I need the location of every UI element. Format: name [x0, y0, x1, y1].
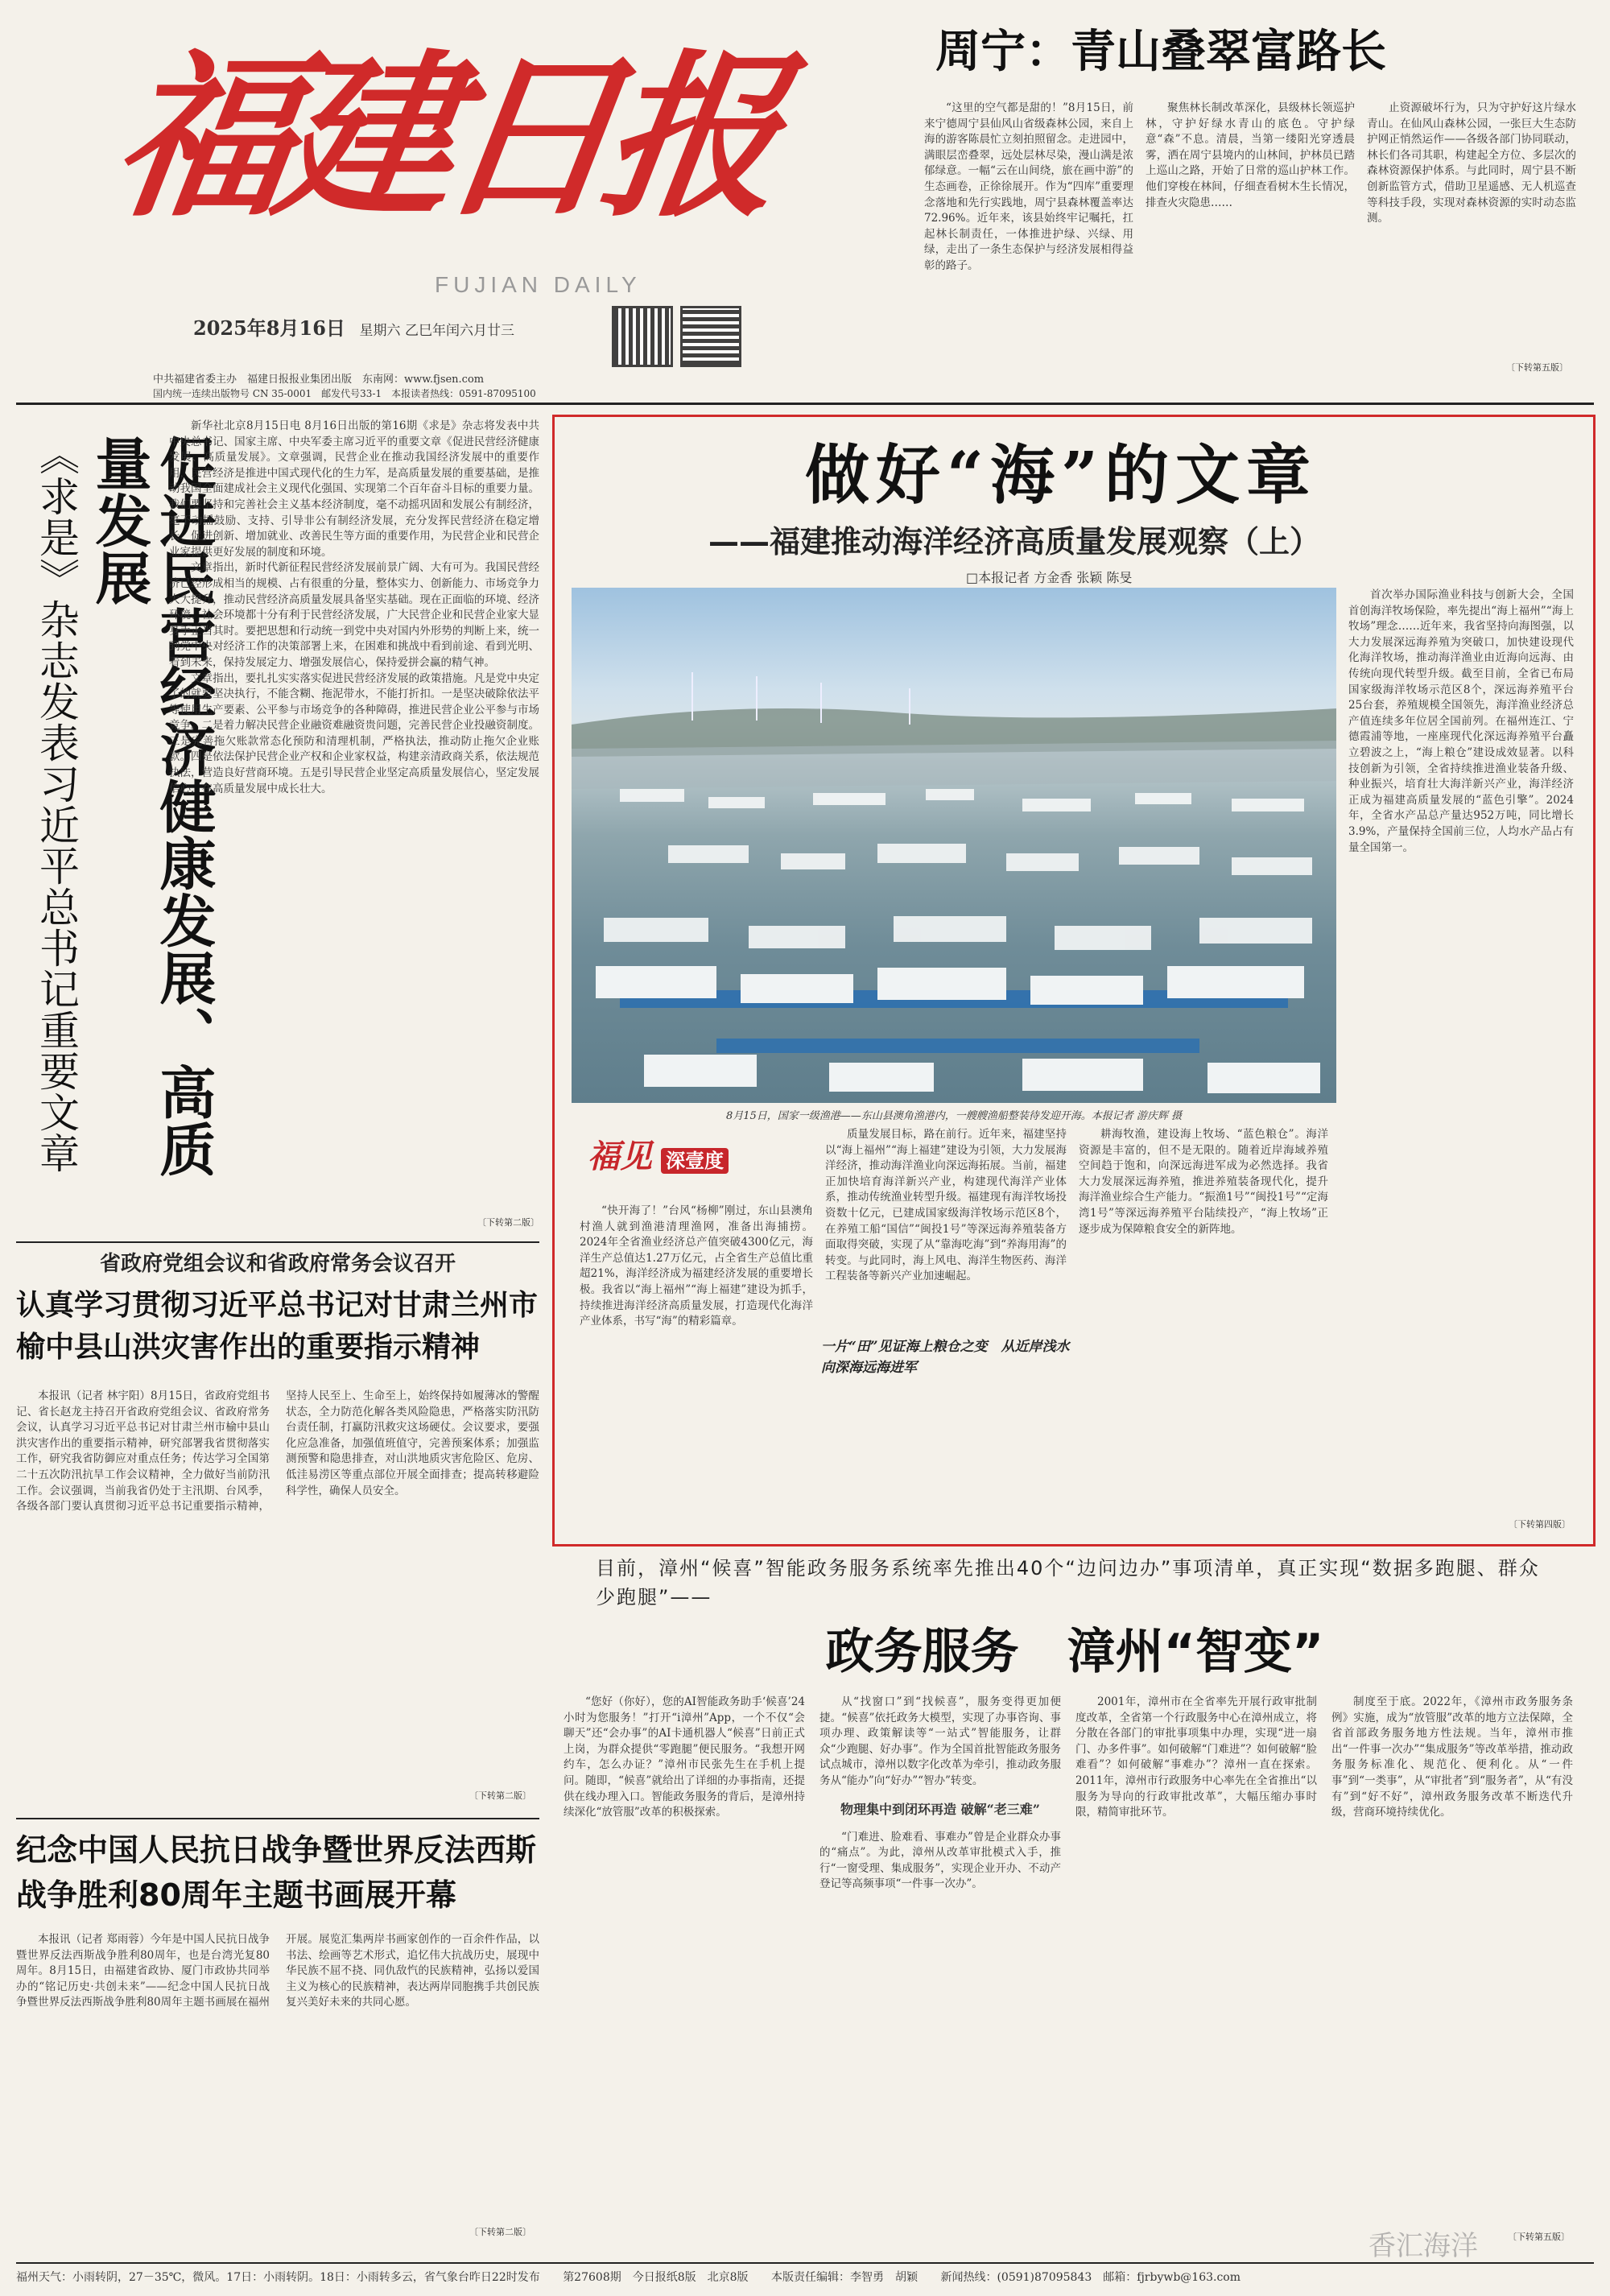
- lead-body: 新华社北京8月15日电 8月16日出版的第16期《求是》杂志将发表中共中央总书记、国家主席、中央军委主席习近平的重要文章《促进民营经济健康发展、高质量发展》。文章强调，民营企业在推动我国经济发展中的重要作用，民营经济是推进中国式现代化的生力军，是高质量发展的重要基础，是推动我国全面建成社会主义现代化强国、实现第二个百年奋斗目标的重要力量。我们要坚持和完善社会主义基本经济制度，毫不动摇巩固和发展公有制经济，毫不动摇鼓励、支持、引导非公有制经济发展，充分发挥民营经济在稳定增长、促进创新、增加就业、改善民生等方面的重要作用，为民营企业和民营企业家提供更好发展的制度和环境。 文章指出，新时代新征程民营经济发展前景广阔、大有可为。我国民营经济已经形成相当的规模、占有很重的分量，整体实力、创新能力、市场竞争力大大提升，推动民营经济高质量发展具备坚实基础。现在正面临的环境、经济环境、社会环境都十分有利于民营经济发展，广大民营企业和民营企业家大显身手正当其时。要把思想和行动统一到党中央对国内外形势的判断上来，统一到党中央对经济工作的决策部署上来，在困难和挑战中看到前途、看到光明、看到未来，保持发展定力、增强发展信心，保持爱拼会赢的精气神。 文章指出，要扎扎实实落实促进民营经济发展的政策措施。凡是党中央定了的就要坚决执行，不能含糊、拖泥带水，不能打折扣。一是坚决破除依法平等使用生产要素、公平参与市场竞争的各种障碍，推进民营企业公平参与市场竞争。二是着力解决民营企业融资难融资贵问题，完善民营企业投融资制度。三是完善拖欠账款常态化预防和清理机制，严格执法，推动防止拖欠企业账款。四是依法保护民营企业产权和企业家权益，构建亲清政商关系，依法规范执法，营造良好营商环境。五是引导民营企业坚定高质量发展信心，坚定发展信心，在高质量发展中成长壮大。: [169, 419, 539, 795]
- feature-sea-mid2: 耕海牧渔，建设海上牧场、“蓝色粮仓”。海洋资源是丰富的，但不是无限的。随着近岸海域养殖空间趋于饱和，向深远海进军成为必然选择。我省大力发展深远海养殖，推进养殖装备现代化，提升海洋渔业综合生产能力。“振渔1号”“闽投1号”“定海湾1号”等深远海养殖平台陆续投产，“海上牧场”正逐步成为保障粮食安全的新阵地。: [1079, 1128, 1328, 1236]
- feature-tag-main: 福见: [588, 1138, 652, 1175]
- footer: [16, 2269, 1594, 2291]
- lead-subtitle: 促进民营经济健康发展、高质量发展: [86, 435, 217, 1178]
- issue-date: 2025年8月16日: [193, 316, 345, 340]
- feature-sea-subtitle: ——福建推动海洋经济高质量发展观察（上）: [708, 524, 1321, 560]
- zhangzhou-col1: “您好（你好），您的AI智能政务助手‘候喜’24小时为您服务！”打开“i漳州”App，一个不仅“会聊天”还“会办事”的AI卡通机器人“候喜”日前正式上岗，为群众提供“零跑腿”便民服务。“我想开网约车，怎么办证？”漳州市民张先生在手机上提问。随即，“候喜”就给出了详细的办事指南，还提供在线办理入口。智能政务服务的背后，是漳州持续深化“放管服”改革的积极探索。: [564, 1695, 805, 1819]
- story-exhibit-jump: 〔下转第二版〕: [469, 2227, 531, 2237]
- story-zhouning-col3: 止资源破坏行为，只为守护好这片绿水青山。在仙风山森林公园，一张巨大生态防护网正悄然运作——各级各部门协同联动，林长们各司其职，构建起全方位、多层次的森林资源保护体系。与此同时，周宁县不断创新监管方式，借助卫星遥感、无人机巡查等科技手段，实现对森林资源的实时动态监测。: [1367, 101, 1576, 225]
- logo-text: 福建日报: [101, 32, 782, 241]
- masthead: [80, 16, 902, 403]
- zhangzhou-jump: 〔下转第五版〕: [1508, 2232, 1570, 2242]
- feature-sea-byline: □本报记者 方金香 张颖 陈旻: [966, 570, 1133, 585]
- feature-sea-jump: 〔下转第四版〕: [1509, 1519, 1571, 1530]
- footer-hotline: 新闻热线：(0591)87095843 邮箱：fjrbywb@163.com: [940, 2271, 1241, 2284]
- qr-code-1: [612, 306, 673, 367]
- lead-title: 《求是》杂志发表习近平总书记重要文章: [33, 435, 80, 1174]
- feature-tag: [588, 1131, 797, 1187]
- footer-editors: 本版责任编辑：李智勇 胡颖: [771, 2271, 918, 2284]
- story-exhibit: [16, 1827, 539, 2246]
- zhangzhou-col4: 制度至于底。2022年，《漳州市政务服务条例》实施，成为“放管服”改革的地方立法保障，全省首部政务服务地方性法规。当年，漳州市推出“一件事一次办”“集成服务”等改革举措，推动政务服务标准化、规范化、便利化。从“一件事”到“一类事”，从“审批者”到“服务者”，从“有没有”到“好不好”，漳州政务服务改革不断迭代升级，营商环境持续优化。: [1331, 1695, 1573, 1819]
- masthead-codes: 国内统一连续出版物号 CN 35-0001 邮发代号33-1 本报读者热线：0591-87095100: [153, 388, 536, 399]
- masthead-sponsor: 中共福建省委主办 福建日报报业集团出版 东南网：www.fjsen.com: [153, 374, 485, 386]
- story-gov-jump: 〔下转第二版〕: [469, 1790, 531, 1801]
- story-zhouning-jump: 〔下转第五版〕: [1506, 362, 1568, 373]
- feature-sea-mid: 质量发展目标，路在前行。近年来，福建坚持以“海上福州”“海上福建”建设为引领，大力发展海洋经济，推动海洋渔业向深远海拓展。当前，福建正加快培育海洋新兴产业，构建现代海洋产业体系，推动传统渔业转型升级。福建现有海洋牧场投资数十亿元，已建成国家级海洋牧场示范区8个，在养殖工船“国信”“闽投1号”等深远海养殖装备方面取得突破，实现了从“靠海吃海”到“养海用海”的转变。与此同时，海上风电、海洋生物医药、海洋工程装备等新兴产业加速崛起。: [825, 1128, 1067, 1283]
- story-gov-body: 本报讯（记者 林宇阳）8月15日，省政府党组书记、省长赵龙主持召开省政府党组会议、省政府常务会议，认真学习习近平总书记对甘肃兰州市榆中县山洪灾害作出的重要指示精神，研究部署我省贯彻落实工作，研究我省防御应对重点任务；传达学习全国第二十五次防汛抗旱工作会议精神，全力做好当前防汛工作。会议强调，当前我省仍处于主汛期、台风季，各级各部门要认真贯彻习近平总书记重要指示精神，坚持人民至上、生命至上，始终保持如履薄冰的警醒状态，全力防范化解各类风险隐患，严格落实防汛防台责任制，打赢防汛救灾这场硬仗。会议要求，要强化应急准备，加强值班值守，完善预案体系；加强监测预警和隐患排查，对山洪地质灾害危险区、危房、低洼易涝区等重点部位开展全面排查；提高转移避险科学性，确保人员安全。: [16, 1390, 539, 1513]
- watermark: 香汇海洋: [1368, 2230, 1478, 2262]
- story-exhibit-title: 纪念中国人民抗日战争暨世界反法西斯战争胜利80周年主题书画展开幕: [16, 1832, 537, 1913]
- story-zhangzhou: [564, 1554, 1586, 2254]
- zhangzhou-title: 政务服务 漳州“智变”: [825, 1624, 1324, 1680]
- lead-jump: 〔下转第二版〕: [474, 1216, 539, 1229]
- story-zhouning-col2: 聚焦林长制改革深化，县级林长领巡护林，守护好绿水青山的底色。守护绿意“森”不息。清晨，当第一缕阳光穿透晨雾，洒在周宁县境内的山林间，护林员已踏上巡山之路，开始了日常的巡山护林工作。他们穿梭在林间，仔细查看树木生长情况，排查火灾隐患……: [1146, 101, 1355, 209]
- story-zhouning: [924, 24, 1584, 386]
- feature-sea-right-col: 首次举办国际渔业科技与创新大会，全国首创海洋牧场保险，率先提出“海上福州”“海上牧场”理念……近年来，我省坚持向海图强，以大力发展深远海养殖为突破口，加快建设现代化海洋牧场，推动海洋渔业由近海向远海、由传统向现代转型升级。截至目前，全省已布局国家级海洋牧场示范区8个，深远海养殖平台25台套，养殖规模全国领先，海洋渔业经济总产值连续多年位居全国前列。在福州连江、宁德霞浦等地，一座座现代化深远海养殖平台矗立碧波之上，“海上粮仓”建设成效显著。以科技创新为引领，全省持续推进渔业装备升级、种业振兴，培育壮大海洋新兴产业，海洋经济正成为福建高质量发展的“蓝色引擎”。2024年，全省水产品总产量达952万吨，同比增长3.9%，产量保持全国前三位，人均水产品占有量全国第一。: [1348, 588, 1574, 854]
- zhangzhou-subhead: 物理集中到闭环再造 破解“老三难”: [840, 1801, 1040, 1817]
- footer-weather: 福州天气：小雨转阴，27－35℃，微风。17日：小雨转阴。18日：小雨转多云，省气象台昨日22时发布: [16, 2271, 540, 2284]
- feature-sea: [564, 419, 1582, 1538]
- rule-left-2: [16, 1818, 539, 1819]
- lead-story: [16, 419, 547, 1232]
- story-gov: [16, 1248, 539, 1811]
- feature-tag-sub: 深壹度: [661, 1148, 729, 1174]
- logo-en: FUJIAN DAILY: [435, 272, 642, 297]
- weekday: 星期六 乙巳年闰六月廿三: [359, 323, 514, 339]
- story-exhibit-body: 本报讯（记者 郑雨蓉）今年是中国人民抗日战争暨世界反法西斯战争胜利80周年，也是台湾光复80周年。8月15日，由福建省政协、厦门市政协共同举办的“铭记历史·共创未来”——纪念中国人民抗日战争暨世界反法西斯战争胜利80周年主题书画展在福州开展。展览汇集两岸书画家创作的一百余件作品，以书法、绘画等艺术形式，追忆伟大抗战历史，展现中华民族不屈不挠、同仇敌忾的民族精神，弘扬以爱国主义为核心的民族精神，表达两岸同胞携手共创民族复兴美好未来的共同心愿。: [16, 1933, 539, 2009]
- story-gov-kicker: 省政府党组会议和省政府常务会议召开: [99, 1252, 456, 1276]
- qr-code-2: [680, 306, 741, 367]
- zhangzhou-col3: 2001年，漳州市在全省率先开展行政审批制度改革，全省第一个行政服务中心在漳州成立，将分散在各部门的审批事项集中办理，实现“进一扇门、办多件事”。如何破解“门难进”？如何破解“脸难看”？如何破解“事难办”？漳州一直在探索。2011年，漳州市行政服务中心率先在全省推出“以服务为导向的行政审批改革”，大幅压缩办事时限，精简审批环节。: [1075, 1695, 1317, 1819]
- feature-sea-title: 做好“海”的文章: [805, 437, 1318, 513]
- feature-sea-intro: “快开海了！”台风“杨柳”刚过，东山县澳角村渔人就到渔港清理渔网，准备出海捕捞。2024年全省渔业经济总产值突破4300亿元，海洋生产总值达1.27万亿元，占全省生产总值比重超21%，海洋经济成为福建经济发展的重要增长极。我省以“海上福州”“海上福建”建设为抓手，持续推进海洋经济高质量发展，打造现代化海洋产业体系，书写“海”的精彩篇章。: [580, 1204, 813, 1328]
- zhangzhou-deck: 目前，漳州“候喜”智能政务服务系统率先推出40个“边问边办”事项清单，真正实现“数据多跑腿、群众少跑腿”——: [596, 1557, 1540, 1608]
- feature-sea-subhead: 一片“田”见证海上粮仓之变 从近岸浅水向深海远海进军: [821, 1339, 1070, 1376]
- harbor-photo: [572, 588, 1336, 1103]
- photo-caption: 8月15日，国家一级渔港——东山县澳角渔港内，一艘艘渔船整装待发迎开海。本报记者 游庆辉 摄: [725, 1110, 1183, 1122]
- story-gov-title: 认真学习贯彻习近平总书记对甘肃兰州市榆中县山洪灾害作出的重要指示精神: [16, 1289, 539, 1364]
- zhangzhou-col2: 从“找窗口”到“找候喜”，服务变得更加便捷。“候喜”依托政务大模型，实现了办事咨询、事项办理、政策解读等“一站式”智能服务，让群众“少跑腿、好办事”。作为全国首批智能政务服务试点城市，漳州以数字化改革为牵引，推动政务服务从“能办”向“好办”“智办”转变。 物理集中到闭环再造 破解“老三难” “门难进、脸难看、事难办”曾是企业群众办事的“痛点”。为此，漳州从改革审批模式入手，推行“一窗受理、集成服务”，实现企业开办、不动产登记等高频事项“一件事一次办”。: [819, 1695, 1061, 1891]
- story-zhouning-title: 周宁：青山叠翠富路长: [935, 26, 1386, 78]
- story-zhouning-col1: “这里的空气都是甜的！”8月15日，前来宁德周宁县仙风山省级森林公园，来自上海的游客陈晨忙立刻拍照留念。走进园中，满眼层峦叠翠，远处层林尽染，漫山满是浓郁绿意。一幅“云在山间绕，旅在画中游”的生态画卷，正徐徐展开。作为“四库”重要理念落地和先行实践地，周宁县森林覆盖率达72.96%。近年来，该县始终牢记嘱托，扛起林长制责任，一体推进护绿、兴绿、用绿，走出了一条生态保护与经济发展相得益彰的路子。: [924, 101, 1133, 272]
- footer-issue: 第27608期 今日报纸8版 北京8版: [563, 2271, 749, 2284]
- harbor-photo-art: [572, 588, 1336, 1103]
- date-line: [193, 312, 514, 341]
- masthead-rule: [16, 403, 1594, 405]
- rule-left-1: [16, 1241, 539, 1243]
- masthead-logo: [101, 16, 782, 282]
- footer-rule: [16, 2262, 1594, 2264]
